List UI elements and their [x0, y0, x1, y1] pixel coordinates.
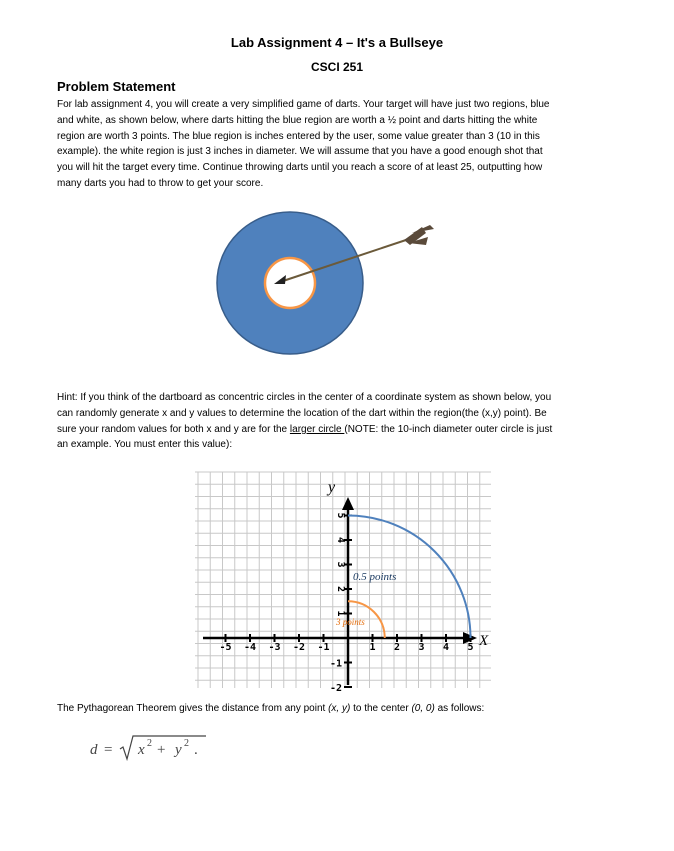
pyth-point: (x, y) [328, 703, 351, 714]
hint-line: an example. You must enter this value): [57, 439, 233, 451]
x-tick-label: 1 [369, 642, 376, 653]
formula-period: . [194, 742, 198, 758]
paragraph-line: region are worth 3 points. The blue region is inches entered by the user, some value greater than 3 (10 in this [57, 130, 540, 142]
hint-line: Hint: If you think of the dartboard as concentric circles in the center of a coordinate system as shown below, you [57, 392, 552, 403]
x-tick-label: 2 [393, 642, 401, 653]
hint-line: can randomly generate x and y values to determine the location of the dart within the region(the (x,y) point). Be [57, 407, 547, 419]
formula-d: d [90, 742, 98, 758]
x-tick-label: 4 [442, 642, 450, 653]
y-tick-label: 4 [335, 536, 346, 544]
document-title: Lab Assignment 4 – It's a Bullseye [230, 35, 444, 50]
formula-y: y [175, 742, 182, 758]
larger-circle-underline: larger circle [289, 423, 345, 435]
pyth-text: The Pythagorean Theorem gives the distance from any point [57, 703, 329, 714]
pyth-text: to the center [350, 703, 412, 714]
x-tick-label: -1 [317, 642, 330, 653]
paragraph-line: you will hit the target every time. Continue throwing darts until you reach a score of at least 25, outputting how [57, 162, 543, 174]
y-tick-label: 3 [335, 561, 346, 568]
y-tick-label: 1 [335, 610, 346, 617]
y-axis-arrow [342, 497, 354, 510]
y-tick-label: -1 [329, 658, 342, 670]
y-tick-label: -2 [329, 683, 342, 694]
section-heading: Problem Statement [57, 79, 176, 94]
y-tick-label: 2 [335, 585, 346, 593]
y-axis-label: y [328, 479, 336, 496]
x-tick-label: -2 [292, 642, 306, 653]
inner-region-label: 3 points [336, 617, 365, 627]
course-code: CSCI 251 [310, 60, 364, 74]
pyth-origin: (0, 0) [411, 703, 435, 714]
formula-equals: = [104, 742, 113, 758]
distance-formula [88, 732, 228, 766]
problem-paragraph [57, 97, 637, 192]
white-region [265, 258, 315, 308]
paragraph-line: For lab assignment 4, you will create a very simplified game of darts. Your target will have just two regions, blue [57, 99, 550, 110]
dartboard-figure [190, 205, 380, 355]
x-tick-label: -4 [243, 642, 257, 653]
ticks [219, 512, 473, 694]
formula-y-exponent: 2 [184, 738, 189, 749]
x-tick-label: 5 [467, 642, 474, 653]
paragraph-line: and white, as shown below, where darts hitting the blue region are worth a ½ point and darts hitting the white [57, 114, 538, 126]
outer-region-label: 0.5 points [353, 571, 397, 583]
grid [195, 472, 491, 688]
paragraph-line: example). the white region is just 3 inches in diameter. We will assume that you have a good enough shot that [57, 146, 543, 158]
x-axis-label: X [479, 633, 489, 649]
formula-x: x [138, 742, 145, 758]
y-tick-label: 5 [335, 512, 346, 519]
x-tick-label: -3 [268, 642, 281, 653]
coordinate-diagram [195, 470, 495, 694]
hint-note: (NOTE: the 10-inch diameter outer circle is just [344, 423, 553, 435]
hint-line [57, 422, 637, 438]
hint-paragraph [57, 390, 637, 453]
formula-plus: + [157, 742, 166, 758]
paragraph-line: many darts you had to throw to get your score. [57, 177, 264, 189]
pythagorean-text [57, 703, 484, 714]
hint-text: sure your random values for both x and y are for the [57, 423, 290, 435]
x-tick-label: 3 [418, 642, 425, 653]
formula-x-exponent: 2 [147, 738, 152, 749]
pyth-text: as follows: [434, 703, 485, 714]
arrow-fletching [404, 225, 434, 245]
x-tick-label: -5 [219, 642, 232, 653]
